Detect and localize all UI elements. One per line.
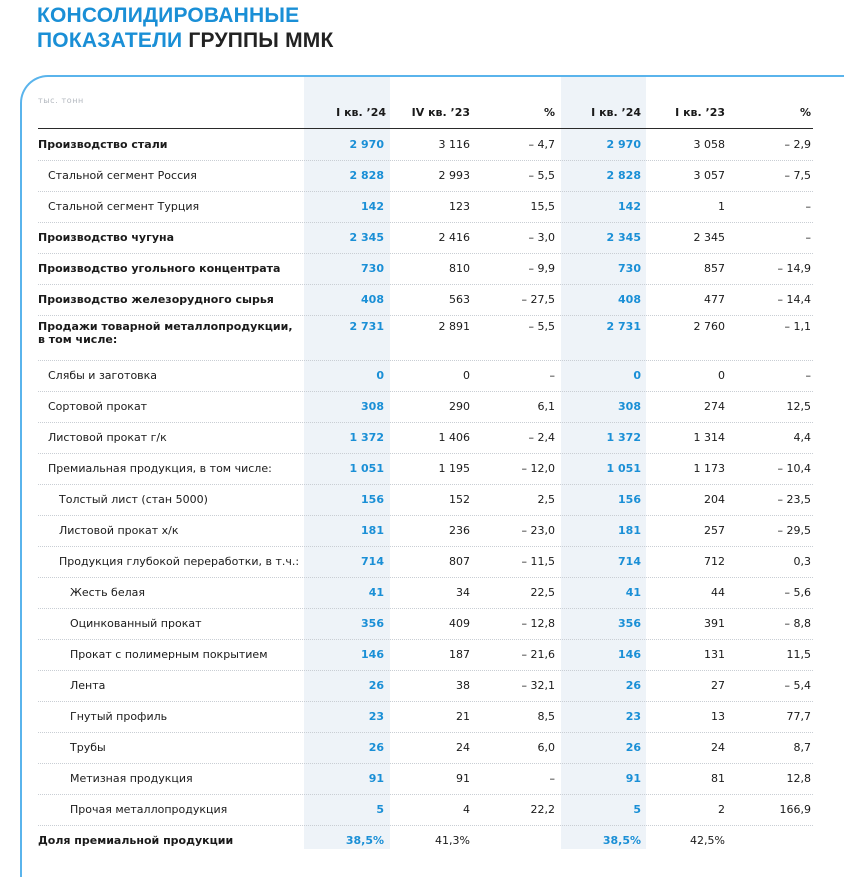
row-value-col-5: 2 760 xyxy=(693,320,725,333)
row-value-col-1: 26 xyxy=(368,741,384,754)
row-value-col-2: 807 xyxy=(449,555,470,568)
row-value-col-3: 6,0 xyxy=(537,741,555,754)
row-value-col-2: 41,3% xyxy=(435,834,470,847)
row-value-col-5: 391 xyxy=(704,617,725,630)
row-value-col-6: 11,5 xyxy=(786,648,811,661)
row-label: Премиальная продукция, в том числе: xyxy=(48,462,272,475)
row-value-col-2: 24 xyxy=(456,741,470,754)
row-value-col-4: 38,5% xyxy=(602,834,641,847)
row-value-col-5: 477 xyxy=(704,293,725,306)
row-label: Производство железорудного сырья xyxy=(38,293,274,306)
row-label: Производство стали xyxy=(38,138,168,151)
row-value-col-1: 26 xyxy=(368,679,384,692)
row-label: Листовой прокат х/к xyxy=(59,524,179,537)
row-value-col-1: 2 970 xyxy=(349,138,384,151)
row-value-col-5: 131 xyxy=(704,648,725,661)
row-value-col-5: 3 057 xyxy=(693,169,725,182)
row-value-col-5: 712 xyxy=(704,555,725,568)
row-value-col-2: 38 xyxy=(456,679,470,692)
table-row xyxy=(38,129,813,161)
row-value-col-3: 22,2 xyxy=(530,803,555,816)
row-value-col-1: 41 xyxy=(368,586,384,599)
row-value-col-2: 563 xyxy=(449,293,470,306)
row-value-col-5: 81 xyxy=(711,772,725,785)
row-value-col-5: 44 xyxy=(711,586,725,599)
row-value-col-1: 730 xyxy=(361,262,384,275)
row-value-col-3: 8,5 xyxy=(537,710,555,723)
row-value-col-2: 2 993 xyxy=(438,169,470,182)
table-row xyxy=(38,515,813,547)
row-label: Продажи товарной металлопродукции, в том числе: xyxy=(38,320,293,346)
row-value-col-4: 356 xyxy=(618,617,641,630)
row-label: Лента xyxy=(70,679,106,692)
row-label: Толстый лист (стан 5000) xyxy=(59,493,208,506)
row-value-col-3: – 2,4 xyxy=(528,431,555,444)
row-value-col-4: 26 xyxy=(625,741,641,754)
row-value-col-5: 1 xyxy=(718,200,725,213)
row-value-col-3: 15,5 xyxy=(530,200,555,213)
row-value-col-1: 356 xyxy=(361,617,384,630)
row-value-col-6: 4,4 xyxy=(793,431,811,444)
table-row xyxy=(38,546,813,578)
row-label: Слябы и заготовка xyxy=(48,369,158,382)
row-value-col-2: 2 891 xyxy=(438,320,470,333)
row-value-col-4: 1 372 xyxy=(606,431,641,444)
row-value-col-4: 26 xyxy=(625,679,641,692)
row-label: Листовой прокат г/к xyxy=(48,431,167,444)
row-value-col-2: 0 xyxy=(463,369,470,382)
row-value-col-2: 123 xyxy=(449,200,470,213)
table-row xyxy=(38,608,813,640)
row-label: Производство чугуна xyxy=(38,231,175,244)
row-value-col-2: 2 416 xyxy=(438,231,470,244)
row-value-col-6: – 1,1 xyxy=(784,320,811,333)
row-value-col-5: 13 xyxy=(711,710,725,723)
row-label: Метизная продукция xyxy=(70,772,193,785)
row-value-col-6: 12,5 xyxy=(786,400,811,413)
row-value-col-4: 730 xyxy=(618,262,641,275)
row-label: Прочая металлопродукция xyxy=(70,803,228,816)
row-value-col-2: 91 xyxy=(456,772,470,785)
row-value-col-1: 142 xyxy=(361,200,384,213)
row-value-col-2: 4 xyxy=(463,803,470,816)
table-row xyxy=(38,222,813,254)
row-value-col-1: 38,5% xyxy=(345,834,384,847)
header-q1-24: I кв. ʼ24 xyxy=(336,106,386,119)
table-row xyxy=(38,160,813,192)
header-q1-24-b: I кв. ʼ24 xyxy=(591,106,641,119)
row-value-col-4: 5 xyxy=(633,803,641,816)
row-value-col-5: 2 xyxy=(718,803,725,816)
row-value-col-3: – xyxy=(549,772,555,785)
row-value-col-3: – 21,6 xyxy=(521,648,555,661)
row-value-col-6: 77,7 xyxy=(786,710,811,723)
row-value-col-5: 204 xyxy=(704,493,725,506)
row-value-col-5: 0 xyxy=(718,369,725,382)
header-q4-23: IV кв. ʼ23 xyxy=(411,106,470,119)
row-value-col-4: 156 xyxy=(618,493,641,506)
header-percent-2: % xyxy=(799,106,811,119)
row-label: Трубы xyxy=(70,741,106,754)
row-value-col-6: – 8,8 xyxy=(784,617,811,630)
row-value-col-4: 146 xyxy=(618,648,641,661)
row-value-col-3: – 32,1 xyxy=(521,679,555,692)
row-value-col-6: – 14,9 xyxy=(777,262,811,275)
table-row xyxy=(38,191,813,223)
row-value-col-1: 181 xyxy=(361,524,384,537)
row-value-col-6: – 2,9 xyxy=(784,138,811,151)
row-label: Стальной сегмент Россия xyxy=(48,169,197,182)
row-value-col-6: – 7,5 xyxy=(784,169,811,182)
row-value-col-4: 0 xyxy=(633,369,641,382)
row-value-col-6: 12,8 xyxy=(786,772,811,785)
row-value-col-3: – 12,8 xyxy=(521,617,555,630)
table-row xyxy=(38,577,813,609)
row-value-col-4: 91 xyxy=(625,772,641,785)
row-value-col-3: 6,1 xyxy=(537,400,555,413)
row-label: Производство угольного концентрата xyxy=(38,262,281,275)
row-value-col-6: – xyxy=(805,369,811,382)
table-row xyxy=(38,391,813,423)
row-label: Продукция глубокой переработки, в т.ч.: xyxy=(59,555,300,568)
row-value-col-3: – 5,5 xyxy=(528,320,555,333)
row-value-col-6: 8,7 xyxy=(793,741,811,754)
row-value-col-1: 5 xyxy=(376,803,384,816)
row-value-col-2: 290 xyxy=(449,400,470,413)
row-label: Гнутый профиль xyxy=(70,710,168,723)
row-value-col-1: 23 xyxy=(368,710,384,723)
row-value-col-3: – 23,0 xyxy=(521,524,555,537)
table-row xyxy=(38,284,813,316)
row-value-col-1: 0 xyxy=(376,369,384,382)
row-value-col-1: 2 828 xyxy=(349,169,384,182)
row-value-col-3: – 4,7 xyxy=(528,138,555,151)
row-label: Стальной сегмент Турция xyxy=(48,200,200,213)
row-value-col-1: 156 xyxy=(361,493,384,506)
row-value-col-1: 146 xyxy=(361,648,384,661)
row-value-col-6: – xyxy=(805,231,811,244)
header-q1-23: I кв. ʼ23 xyxy=(675,106,725,119)
row-value-col-1: 2 731 xyxy=(349,320,384,333)
table-row xyxy=(38,422,813,454)
row-value-col-4: 2 345 xyxy=(606,231,641,244)
row-value-col-4: 408 xyxy=(618,293,641,306)
row-value-col-1: 408 xyxy=(361,293,384,306)
table-row xyxy=(38,763,813,795)
row-value-col-2: 236 xyxy=(449,524,470,537)
row-value-col-3: 22,5 xyxy=(530,586,555,599)
row-value-col-2: 21 xyxy=(456,710,470,723)
row-value-col-2: 152 xyxy=(449,493,470,506)
table-row xyxy=(38,484,813,516)
table-row xyxy=(38,794,813,826)
row-value-col-5: 42,5% xyxy=(690,834,725,847)
row-value-col-1: 1 051 xyxy=(349,462,384,475)
row-value-col-5: 1 314 xyxy=(693,431,725,444)
row-value-col-3: – 27,5 xyxy=(521,293,555,306)
row-value-col-4: 2 970 xyxy=(606,138,641,151)
row-value-col-3: – 3,0 xyxy=(528,231,555,244)
row-label: Сортовой прокат xyxy=(48,400,148,413)
row-value-col-4: 1 051 xyxy=(606,462,641,475)
row-value-col-4: 181 xyxy=(618,524,641,537)
title-line-2-dark: ГРУППЫ ММК xyxy=(188,29,334,52)
row-label: Жесть белая xyxy=(70,586,145,599)
table-row xyxy=(38,732,813,764)
row-value-col-4: 23 xyxy=(625,710,641,723)
row-value-col-5: 24 xyxy=(711,741,725,754)
row-value-col-3: – 9,9 xyxy=(528,262,555,275)
row-value-col-5: 274 xyxy=(704,400,725,413)
header-percent-1: % xyxy=(543,106,555,119)
row-value-col-2: 1 195 xyxy=(438,462,470,475)
row-value-col-6: – 10,4 xyxy=(777,462,811,475)
row-value-col-5: 257 xyxy=(704,524,725,537)
row-value-col-6: – 23,5 xyxy=(777,493,811,506)
row-value-col-1: 308 xyxy=(361,400,384,413)
row-value-col-4: 41 xyxy=(625,586,641,599)
row-value-col-5: 27 xyxy=(711,679,725,692)
row-value-col-5: 3 058 xyxy=(693,138,725,151)
table-row xyxy=(38,253,813,285)
row-value-col-1: 91 xyxy=(368,772,384,785)
row-value-col-3: 2,5 xyxy=(537,493,555,506)
row-value-col-5: 2 345 xyxy=(693,231,725,244)
row-value-col-1: 714 xyxy=(361,555,384,568)
row-value-col-1: 2 345 xyxy=(349,231,384,244)
row-value-col-5: 1 173 xyxy=(693,462,725,475)
row-value-col-6: – 29,5 xyxy=(777,524,811,537)
row-value-col-2: 34 xyxy=(456,586,470,599)
row-value-col-2: 1 406 xyxy=(438,431,470,444)
row-value-col-6: – xyxy=(805,200,811,213)
row-value-col-3: – 11,5 xyxy=(521,555,555,568)
row-value-col-2: 3 116 xyxy=(438,138,470,151)
table-row xyxy=(38,825,813,856)
row-value-col-3: – xyxy=(549,369,555,382)
table-row xyxy=(38,639,813,671)
row-value-col-1: 1 372 xyxy=(349,431,384,444)
row-value-col-2: 409 xyxy=(449,617,470,630)
table-row xyxy=(38,701,813,733)
title-line-2-blue: ПОКАЗАТЕЛИ xyxy=(37,29,183,52)
row-value-col-4: 2 731 xyxy=(606,320,641,333)
title-line-2 xyxy=(37,28,334,53)
row-value-col-4: 714 xyxy=(618,555,641,568)
row-value-col-6: – 14,4 xyxy=(777,293,811,306)
row-value-col-2: 187 xyxy=(449,648,470,661)
row-value-col-3: – 12,0 xyxy=(521,462,555,475)
page-title xyxy=(37,3,334,53)
row-value-col-4: 142 xyxy=(618,200,641,213)
row-value-col-2: 810 xyxy=(449,262,470,275)
table-row xyxy=(38,670,813,702)
title-line-1: КОНСОЛИДИРОВАННЫЕ xyxy=(37,4,300,27)
row-value-col-6: 0,3 xyxy=(793,555,811,568)
row-value-col-4: 2 828 xyxy=(606,169,641,182)
table-row xyxy=(38,453,813,485)
row-value-col-5: 857 xyxy=(704,262,725,275)
row-value-col-4: 308 xyxy=(618,400,641,413)
row-label: Прокат с полимерным покрытием xyxy=(70,648,268,661)
row-value-col-6: 166,9 xyxy=(779,803,811,816)
row-label: Доля премиальной продукции xyxy=(38,834,234,847)
row-value-col-6: – 5,4 xyxy=(784,679,811,692)
row-value-col-3: – 5,5 xyxy=(528,169,555,182)
unit-label: тыс. тонн xyxy=(38,96,84,105)
table-row xyxy=(38,360,813,392)
row-value-col-6: – 5,6 xyxy=(784,586,811,599)
row-label: Оцинкованный прокат xyxy=(70,617,202,630)
table-row xyxy=(38,315,813,361)
